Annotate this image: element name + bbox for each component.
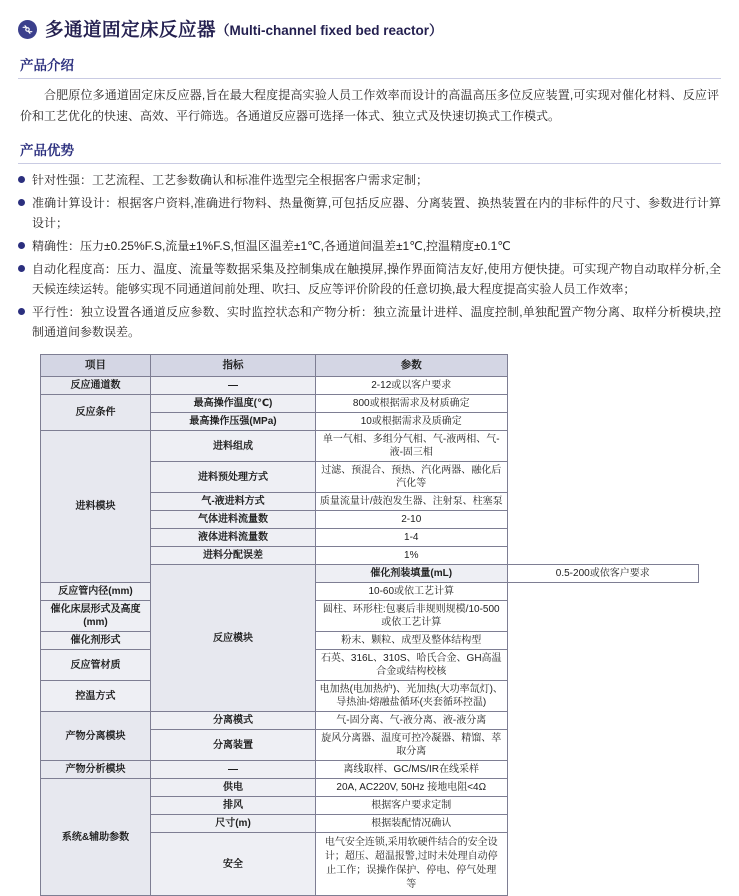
table-cell-indicator: 尺寸(m): [151, 815, 316, 833]
bullet-icon: [18, 265, 25, 272]
bullet-icon: [18, 242, 25, 249]
table-cell-indicator: 反应管内径(mm): [41, 583, 151, 601]
table-cell-indicator: —: [151, 377, 316, 395]
table-row: [41, 377, 699, 395]
section-heading-advantages: 产品优势: [20, 143, 74, 158]
list-item-label: 准确计算设计：根据客户资料,准确进行物料、热量衡算,可包括反应器、分离装置、换热装置在内的非标件的尺寸、参数进行计算设计；: [32, 196, 721, 230]
table-cell-parameter: 根据装配情况确认: [316, 815, 508, 833]
table-row: [41, 650, 699, 681]
table-cell-parameter: 气-固分离、气-液分离、液-液分离: [316, 712, 508, 730]
table-cell-indicator: 进料分配误差: [151, 547, 316, 565]
table-cell-indicator: 排风: [151, 797, 316, 815]
table-row: [41, 583, 699, 601]
table-row: [41, 712, 699, 730]
page-title-en: （Multi-channel fixed bed reactor）: [216, 23, 443, 38]
table-cell-group: 反应通道数: [41, 377, 151, 395]
table-cell-indicator: 液体进料流量数: [151, 529, 316, 547]
table-cell-indicator: 反应管材质: [41, 650, 151, 681]
table-cell-parameter: 2-10: [316, 511, 508, 529]
table-cell-parameter: 圆柱、环形柱:包裹后非规则规模/10-500或依工艺计算: [316, 601, 508, 632]
table-cell-indicator: 进料组成: [151, 431, 316, 462]
table-cell-parameter: 旋风分离器、温度可控冷凝器、精馏、萃取分离: [316, 730, 508, 761]
table-cell-group: 反应模块: [151, 565, 316, 712]
list-item: [18, 193, 721, 233]
table-cell-parameter: 质量流量计/鼓泡发生器、注射泵、柱塞泵: [316, 493, 508, 511]
bullet-icon: [18, 308, 25, 315]
table-cell-parameter: 10或根据需求及质确定: [316, 413, 508, 431]
page-title: [18, 16, 721, 42]
spec-table-body: [41, 377, 699, 896]
table-cell-indicator: 最高操作温度(℃): [151, 395, 316, 413]
page-title-cn: 多通道固定床反应器: [45, 19, 217, 40]
table-row: [41, 761, 699, 779]
column-header-indicator: 指标: [151, 355, 316, 377]
list-item-label: 精确性：压力±0.25%F.S,流量±1%F.S,恒温区温差±1℃,各通道间温差±1℃,控温精度±0.1℃: [32, 239, 511, 253]
table-row: [41, 681, 699, 712]
table-cell-group: 反应条件: [41, 395, 151, 431]
table-row: [41, 601, 699, 632]
section-divider-advantages: [18, 163, 721, 164]
table-cell-group: 进料模块: [41, 431, 151, 583]
table-cell-indicator: 最高操作压强(MPa): [151, 413, 316, 431]
list-item: [18, 302, 721, 342]
table-cell-parameter: 10-60或依工艺计算: [316, 583, 508, 601]
table-cell-parameter: 根据客户要求定制: [316, 797, 508, 815]
table-cell-indicator: 供电: [151, 779, 316, 797]
table-cell-parameter: 电气安全连锁,采用软硬件结合的安全设计；超压、超温报警,过时未处理自动停止工作；误操作保护、停电、停气处理等: [316, 833, 508, 896]
table-cell-indicator: 催化床层形式及高度(mm): [41, 601, 151, 632]
list-item-label: 平行性：独立设置各通道反应参数、实时监控状态和产物分析：独立流量计进样、温度控制,单独配置产物分离、取样分析模块,控制通道间参数误差。: [32, 305, 721, 339]
table-cell-parameter: 0.5-200或依客户要求: [507, 565, 699, 583]
table-cell-indicator: 分离装置: [151, 730, 316, 761]
table-cell-parameter: 800或根据需求及材质确定: [316, 395, 508, 413]
list-item-label: 自动化程度高：压力、温度、流量等数据采集及控制集成在触摸屏,操作界面简洁友好,使用方便快捷。可实现产物自动取样分析,全天候连续运转。能够实现不同通道间前处理、吹扫、反应等评价阶段的任意切换,最大程度提高实验人员工作效率；: [32, 262, 721, 296]
table-cell-parameter: 1%: [316, 547, 508, 565]
table-cell-parameter: 离线取样、GC/MS/IR在线采样: [316, 761, 508, 779]
table-cell-parameter: 20A, AC220V, 50Hz 接地电阻<4Ω: [316, 779, 508, 797]
table-cell-parameter: 1-4: [316, 529, 508, 547]
table-cell-indicator: 气体进料流量数: [151, 511, 316, 529]
table-cell-parameter: 单一气相、多组分气相、气-液两相、气-液-固三相: [316, 431, 508, 462]
table-cell-indicator: 安全: [151, 833, 316, 896]
list-item: [18, 170, 721, 190]
list-item: [18, 259, 721, 299]
advantages-list: [18, 170, 721, 342]
table-cell-group: 系统&辅助参数: [41, 779, 151, 896]
table-row: [41, 431, 699, 462]
list-item: [18, 236, 721, 256]
table-header-row: [41, 355, 699, 377]
table-cell-indicator: 催化剂形式: [41, 632, 151, 650]
column-header-parameter: 参数: [316, 355, 508, 377]
table-cell-group: 产物分离模块: [41, 712, 151, 761]
table-cell-parameter: 粉末、颗粒、成型及整体结构型: [316, 632, 508, 650]
table-cell-parameter: 过滤、预混合、预热、汽化两器、融化后汽化等: [316, 462, 508, 493]
table-cell-indicator: 分离模式: [151, 712, 316, 730]
column-header-item: 项目: [41, 355, 151, 377]
gear-badge-icon: [18, 20, 37, 39]
table-cell-indicator: —: [151, 761, 316, 779]
bullet-icon: [18, 199, 25, 206]
table-cell-parameter: 石英、316L、310S、哈氏合金、GH高温合金或结构校核: [316, 650, 508, 681]
table-cell-parameter: 2-12或以客户要求: [316, 377, 508, 395]
section-divider-intro: [18, 78, 721, 79]
table-row: [41, 779, 699, 797]
table-row: [41, 632, 699, 650]
table-cell-indicator: 进料预处理方式: [151, 462, 316, 493]
table-row: [41, 395, 699, 413]
spec-table-wrapper: [40, 354, 699, 896]
table-cell-indicator: 催化剂装填量(mL): [316, 565, 508, 583]
table-cell-group: 产物分析模块: [41, 761, 151, 779]
list-item-label: 针对性强：工艺流程、工艺参数确认和标准件选型完全根据客户需求定制；: [32, 173, 429, 187]
table-cell-indicator: 控温方式: [41, 681, 151, 712]
section-heading-intro: 产品介绍: [20, 58, 74, 73]
spec-table: [40, 354, 699, 896]
bullet-icon: [18, 176, 25, 183]
intro-paragraph: 合肥原位多通道固定床反应器,旨在最大程度提高实验人员工作效率而设计的高温高压多位反应装置,可实现对催化材料、反应评价和工艺优化的快速、高效、平行筛选。各通道反应器可选择一体式、独立式及快速切换式工作模式。: [20, 88, 719, 123]
table-cell-indicator: 气-液进料方式: [151, 493, 316, 511]
table-cell-parameter: 电加热(电加热炉)、光加热(大功率氙灯)、导热油-熔融盐循环(夹套循环控温): [316, 681, 508, 712]
